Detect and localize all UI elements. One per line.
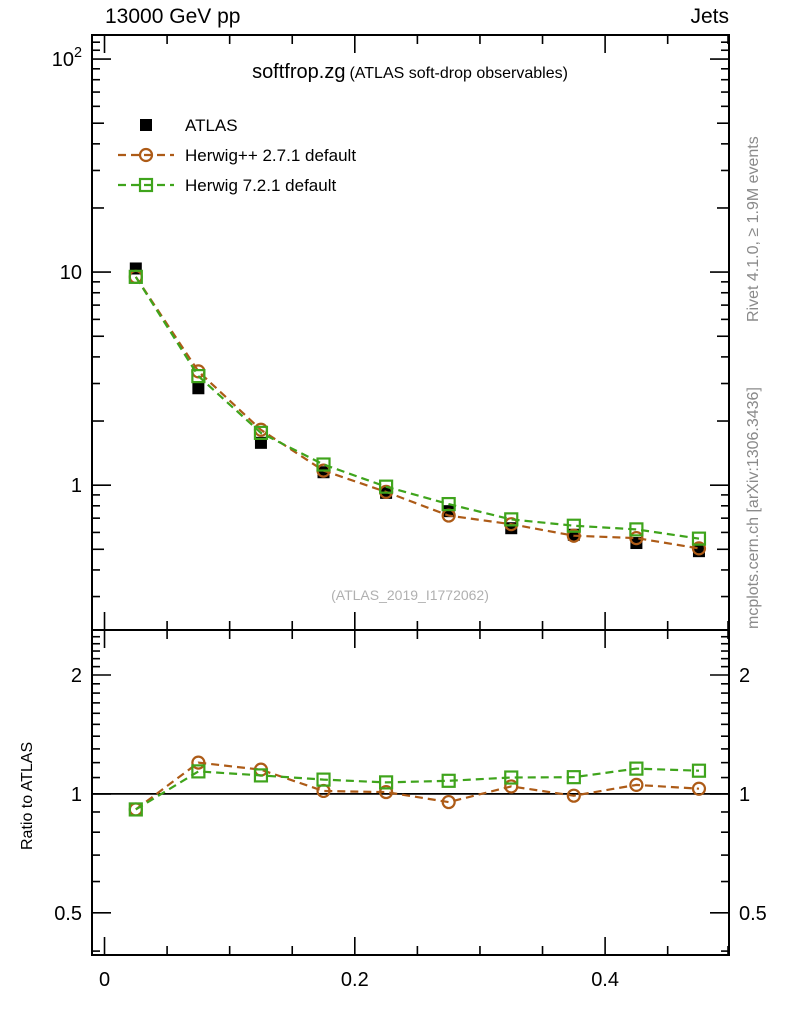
ratio-series-1 bbox=[130, 757, 705, 816]
mcplots-arxiv-note: mcplots.cern.ch [arXiv:1306.3436] bbox=[745, 387, 762, 629]
analysis-id-watermark: (ATLAS_2019_I1772062) bbox=[331, 587, 489, 603]
legend-marker-layer bbox=[118, 119, 174, 191]
beam-energy-label: 13000 GeV pp bbox=[105, 5, 241, 28]
series-0-marker bbox=[192, 382, 204, 394]
y-main-tick-label: $10^2$ bbox=[51, 45, 82, 72]
process-label: Jets bbox=[690, 5, 729, 28]
ratio-tick-label-right: 2 bbox=[739, 665, 751, 688]
ratio-panel-frame bbox=[92, 630, 729, 955]
ratio-tick-label-left: 2 bbox=[70, 665, 82, 688]
plot-title-main: softfrop.zg bbox=[252, 61, 346, 83]
rivet-version-note: Rivet 4.1.0, ≥ 1.9M events bbox=[745, 136, 762, 322]
ratio-tick-label-right: 1 bbox=[739, 783, 751, 806]
axes-layer bbox=[52, 35, 767, 991]
legend-label-herwig7: Herwig 7.2.1 default bbox=[185, 176, 337, 195]
series-1-line bbox=[136, 277, 699, 549]
legend-marker-0 bbox=[140, 119, 152, 131]
x-tick-label: 0.2 bbox=[340, 969, 369, 991]
legend-label-herwigpp: Herwig++ 2.7.1 default bbox=[185, 146, 357, 165]
ratio-series-layer bbox=[130, 757, 705, 816]
main-series-layer bbox=[130, 262, 705, 557]
panel-frames bbox=[92, 35, 729, 955]
y-main-tick-label: 1 bbox=[70, 475, 82, 498]
plot-title-subtitle: (ATLAS soft-drop observables) bbox=[349, 65, 568, 82]
x-tick-label: 0.4 bbox=[591, 969, 620, 991]
ratio-series-1-marker bbox=[130, 803, 142, 815]
ratio-tick-label-right: 0.5 bbox=[739, 902, 767, 925]
series-2 bbox=[130, 271, 705, 545]
ratio-series-2-line bbox=[136, 769, 699, 810]
plot-title bbox=[252, 61, 568, 83]
ratio-tick-label-left: 0.5 bbox=[54, 902, 82, 925]
x-tick-label: 0 bbox=[98, 969, 111, 991]
ratio-axis-title: Ratio to ATLAS bbox=[19, 741, 36, 850]
series-1 bbox=[130, 271, 705, 555]
series-2-line bbox=[136, 277, 699, 539]
ratio-tick-label-left: 1 bbox=[70, 783, 82, 806]
ratio-series-1-line bbox=[136, 763, 699, 810]
y-main-tick-label: 10 bbox=[59, 262, 82, 285]
ratio-series-2 bbox=[130, 763, 705, 816]
legend-label-atlas: ATLAS bbox=[185, 116, 238, 135]
series-0 bbox=[130, 262, 705, 557]
